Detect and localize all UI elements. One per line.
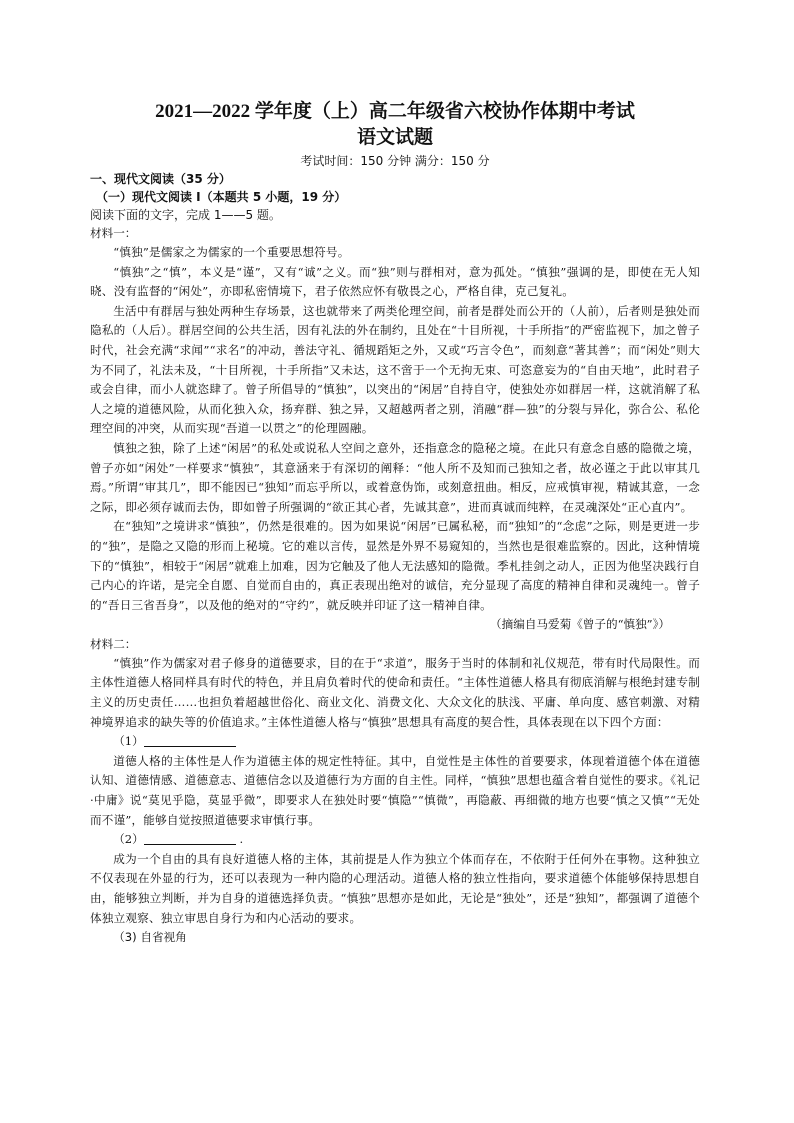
material1-paragraph: “慎独”之“慎”，本义是“谨”，又有“诚”之义。而“独”则与群相对，意为孤处。“慎独”强调的是，即使在无人知晓、没有监督的“闲处”，亦即私密情境下，君子依然应怀有敬畏之心，严格自律，克己复礼。 [90,264,700,299]
blank-item-2 [90,830,700,850]
answer-blank-2[interactable] [144,830,236,845]
blank-item-3: （3) 自省视角 [113,930,187,945]
blank-item-1-label: （1） [113,734,144,749]
material2-paragraph: 成为一个自由的具有良好道德人格的主体，其前提是人作为独立个体而存在，不依附于任何外在事物。这种独立不仅表现在外显的行为，还可以表现为一种内隐的心理活动。道德人格的独立性指向，要求道德个体能够保持思想自由，能够独立判断，并为自身的道德选择负责。“慎独”思想亦是如此，无论是“独处”，还是“独知”，都强调了道德个体独立观察、独立审思自身行为和内心活动的要求。 [90,851,700,925]
material2-label: 材料二： [90,636,137,651]
part-heading: （一）现代文阅读 I（本题共 5 小题，19 分） [96,190,347,204]
material2-paragraph: 道德人格的主体性是人作为道德主体的规定性特征。其中，自觉性是主体性的首要要求，体现着道德个体在道德认知、道德情感、道德意志、道德信念以及道德行为方面的自主性。同样，“慎独”思想也蕴含着自觉性的要求。《礼记·中庸》说“莫见乎隐，莫显乎微”，即要求人在独处时要“慎隐”“慎微”，再隐蔽、再细微的地方也要“慎之又慎”“无处而不谨”，能够自觉按照道德要求审慎行事。 [90,753,700,827]
material1-paragraph: 在“独知”之境讲求“慎独”，仍然是很难的。因为如果说“闲居”已属私秘，而“独知”的“念虑”之际，则是更进一步的“独”，是隐之又隐的形而上秘境。它的难以言传，显然是外界不易窥知的，当然也是很难监察的。因此，这种情境下的“慎独”，相较于“闲居”就难上加难，因为它触及了他人无法感知的隐微。季札挂剑之动人，正因为他坚决践行自己内心的许诺，是完全自愿、自觉而自由的，真正表现出绝对的诚信，充分显现了高度的精神自律和灵魂纯一。曾子的“吾日三省吾身”，以及他的绝对的“守约”，就反映并印证了这一精神自律。 [90,519,700,612]
blank-item-1 [90,732,700,752]
answer-blank-1[interactable] [144,732,236,747]
material2-paragraph: “慎独”作为儒家对君子修身的道德要求，目的在于“求道”，服务于当时的体制和礼仪规范，带有时代局限性。而主体性道德人格同样具有时代的特色，并且肩负着时代的使命和责任。“主体性道德人格具有彻底消解与根绝封建专制主义的历史责任……也担负着超越世俗化、商业文化、消费文化、大众文化的肤浅、平庸、单向度、感官刺激、对精神境界追求的缺失等的价值追求。”主体性道德人格与“慎独”思想具有高度的契合性，具体表现在以下四个方面： [90,655,700,729]
material1-paragraph: 慎独之独，除了上述“闲居”的私处或说私人空间之意外，还指意念的隐秘之境。在此只有意念自感的隐微之境，曾子亦如“闲处”一样要求“慎独”，其意涵来于有深切的阐释：“他人所不及知而己独知之者，故必谨之于此以审其几焉。”所谓“审其几”，即不能因已“独知”而忘乎所以，或着意伪饰，或刻意扭曲。相反，应戒慎审视，精诚其意，一念之际，即必须存诚而去伪，即如曾子所强调的“欲正其心者，先诚其意”，进而真诚而纯粹，在灵魂深处“正心直内”。 [90,440,700,514]
material1-paragraph: “慎独”是儒家之为儒家的一个重要思想符号。 [113,245,350,259]
section-heading: 一、现代文阅读（35 分） [90,172,231,186]
page-content [90,100,700,948]
exam-info: 考试时间：150 分钟 满分：150 分 [300,154,490,168]
exam-title: 2021—2022 学年度（上）高二年级省六校协作体期中考试 [155,101,635,122]
blank-item-2-label: （2） [113,832,144,847]
reading-instruction: 阅读下面的文字，完成 1——5 题。 [90,208,281,222]
material1-source: （摘编自马爱菊《曾子的“慎独”》） [490,617,670,632]
exam-subtitle: 语文试题 [356,127,433,148]
material1-paragraph: 生活中有群居与独处两种生存场景，这也就带来了两类伦理空间，前者是群处而公开的（人前），后者则是独处而隐私的（人后）。群居空间的公共生活，因有礼法的外在制约，且处在“十目所视，十手所指”的严密监视下，加之曾子时代，社会充满“求闻”“求名”的冲动，善法守礼、循规蹈矩之外，又或“巧言令色”，而刻意“著其善”；而“闲处”则大为不同了，礼法未及，“十目所视，十手所指”又未达，这不啻于一个无拘无束、可恣意妄为的“自由天地”，此时君子或会自律，而小人就恣肆了。曾子所倡导的“慎独”，以突出的“闲居”自持自守，使独处亦如群居一样，这就消解了私人之境的道德风险，从而化独入众，扬弃群、独之异，又超越两者之别，消融“群—独”的分裂与异化，弥合公、私伦理空间的冲突，从而实现“吾道一以贯之”的伦理圆融。 [90,303,700,436]
material1-label: 材料一： [90,226,137,240]
blank-item-2-tail: . [235,832,244,847]
